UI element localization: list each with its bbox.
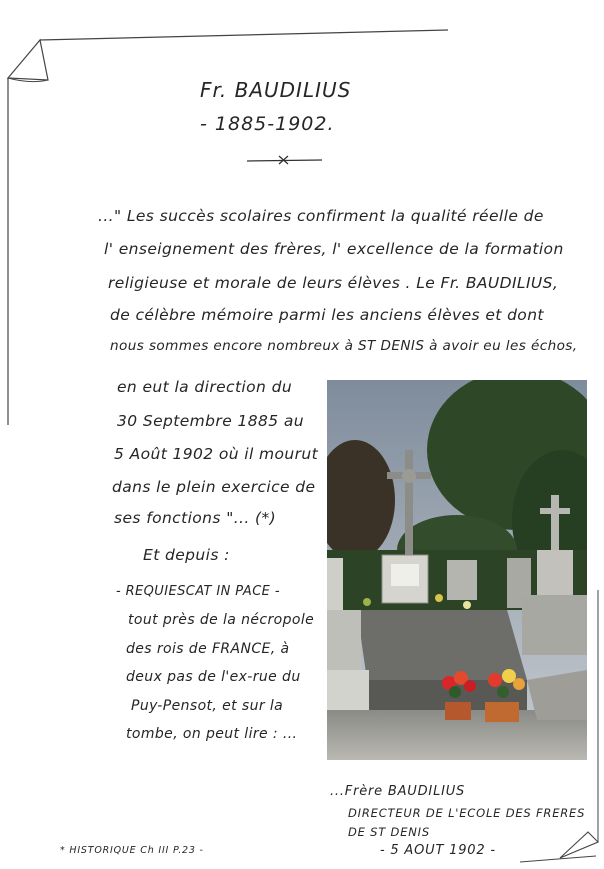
inscription-line: - 5 AOUT 1902 - [380,843,496,858]
quote-line: dans le plein exercice de [112,478,316,496]
quote-line: de célèbre mémoire parmi les anciens élèves et dont [110,306,544,324]
inscription-line: DE ST DENIS [348,825,430,839]
epitaph-line: tout près de la nécropole [128,612,315,628]
quote-line: l' enseignement des frères, l' excellence de la formation [104,240,564,258]
epitaph-line: Puy-Pensot, et sur la [131,698,284,714]
quote-line: religieuse et morale de leurs élèves . Le Fr. BAUDILIUS, [108,274,559,292]
grave-photograph [327,380,587,760]
quote-line: en eut la direction du [117,378,293,396]
epitaph-line: tombe, on peut lire : ... [126,726,298,742]
inscription-line: ...Frère BAUDILIUS [330,784,466,799]
epitaph-line: deux pas de l'ex-rue du [126,669,301,685]
quote-line: 30 Septembre 1885 au [117,412,304,430]
quote-line: 5 Août 1902 où il mourut [114,445,319,463]
epitaph-line: des rois de FRANCE, à [126,641,290,657]
quote-line: ses fonctions "... (*) [114,509,277,527]
page-title: Fr. BAUDILIUS [200,78,352,102]
depuis-text: Et depuis : [143,546,230,564]
quote-line: ..." Les succès scolaires confirment la qualité réelle de [98,207,544,225]
epitaph-line: - REQUIESCAT IN PACE - [116,584,280,599]
quote-line: nous sommes encore nombreux à ST DENIS à avoir eu les échos, [110,338,578,354]
footnote: * HISTORIQUE Ch III P.23 - [60,845,204,856]
page-years: - 1885-1902. [200,113,335,135]
inscription-line: DIRECTEUR DE L'ECOLE DES FRERES [348,806,586,820]
